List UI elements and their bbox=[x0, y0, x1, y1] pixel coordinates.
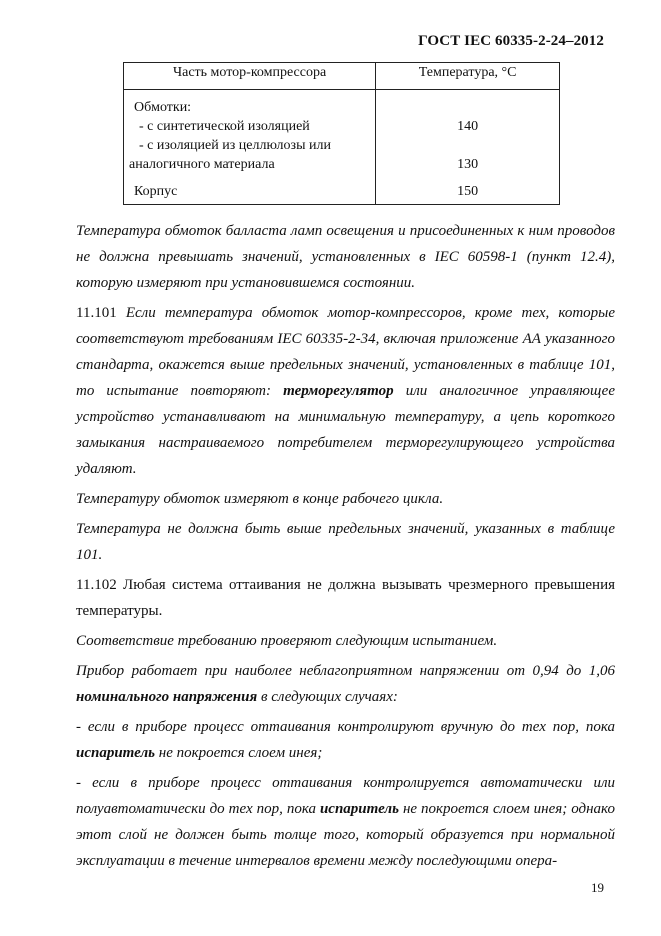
paragraph-auto-defrost: - если в приборе процесс оттаивания контролируется автоматически или полуавтоматически до тех пор, пока испаритель не покроется слоем инея; однако этот слой не должен быть толще того, который образуется при нормальной эксплуатации в течение интервалов времени между последующими опера- bbox=[76, 775, 615, 869]
column-header-part: Часть мотор-компрессора bbox=[124, 63, 376, 90]
table-row bbox=[124, 90, 560, 205]
row-spacer bbox=[376, 136, 559, 155]
cellulose-label-line2: аналогичного материала bbox=[129, 157, 275, 172]
temperature-limits-table bbox=[123, 62, 560, 205]
paragraph-manual-defrost: - если в приборе процесс оттаивания контролируют вручную до тех пор, пока испаритель не покроется слоем инея; bbox=[76, 719, 615, 761]
paragraph-11-102: 11.102 Любая система оттаивания не должна вызывать чрезмерного превышения температуры. bbox=[76, 577, 615, 619]
paragraph-limit: Температура не должна быть выше предельных значений, указанных в таблице 101. bbox=[76, 521, 615, 563]
paragraph-voltage: Прибор работает при наиболее неблагоприятном напряжении от 0,94 до 1,06 номинального напряжения в следующих случаях: bbox=[76, 663, 615, 705]
paragraph-compliance: Соответствие требованию проверяют следующим испытанием. bbox=[76, 633, 498, 649]
windings-label: Обмотки: bbox=[134, 100, 192, 115]
table-header-row bbox=[124, 63, 560, 90]
term-evaporator: испаритель bbox=[76, 745, 155, 761]
page-number: 19 bbox=[591, 880, 604, 895]
term-evaporator: испаритель bbox=[319, 801, 399, 817]
term-rated-voltage: номинального напряжения bbox=[76, 689, 258, 705]
cellulose-label-line1: - с изоляцией из целлюлозы или bbox=[139, 138, 331, 153]
paragraph-11-101: 11.101 Если температура обмоток мотор-компрессоров, кроме тех, которые соответствуют требованиям IEC 60335-2-34, включая приложение АА указанного стандарта, окажется выше предельных значений, установленных в таблице 101, то испытание повторяют: терморегулятор или аналогичное управляющее устройство устанавливают на минимальную температуру, а цепь короткого замыкания настраиваемого потребителем терморегулирующего устройства удаляют. bbox=[76, 305, 615, 477]
housing-label: Корпус bbox=[134, 184, 178, 199]
housing-value: 150 bbox=[457, 184, 479, 199]
cellulose-value: 130 bbox=[457, 157, 479, 172]
table-cell-part bbox=[124, 90, 376, 205]
paragraph-ballast: Температура обмоток балласта ламп освещения и присоединенных к ним проводов не должна превышать значений, установленных в IEC 60598-1 (пункт 12.4), которую измеряют при установившемся состоянии. bbox=[76, 223, 615, 291]
body-text bbox=[76, 218, 615, 874]
synthetic-value: 140 bbox=[457, 119, 479, 134]
paragraph-measure: Температуру обмоток измеряют в конце рабочего цикла. bbox=[76, 491, 444, 507]
synthetic-label: - с синтетической изоляцией bbox=[139, 119, 310, 134]
standard-header: ГОСТ IEC 60335-2-24–2012 bbox=[418, 33, 604, 49]
column-header-temperature: Температура, °С bbox=[376, 63, 560, 90]
row-spacer bbox=[129, 174, 375, 182]
term-thermostat: терморегулятор bbox=[283, 383, 394, 399]
row-spacer bbox=[376, 174, 559, 182]
table-cell-temperature bbox=[376, 90, 560, 205]
clause-number: 11.101 bbox=[76, 305, 117, 321]
row-spacer bbox=[376, 98, 559, 117]
